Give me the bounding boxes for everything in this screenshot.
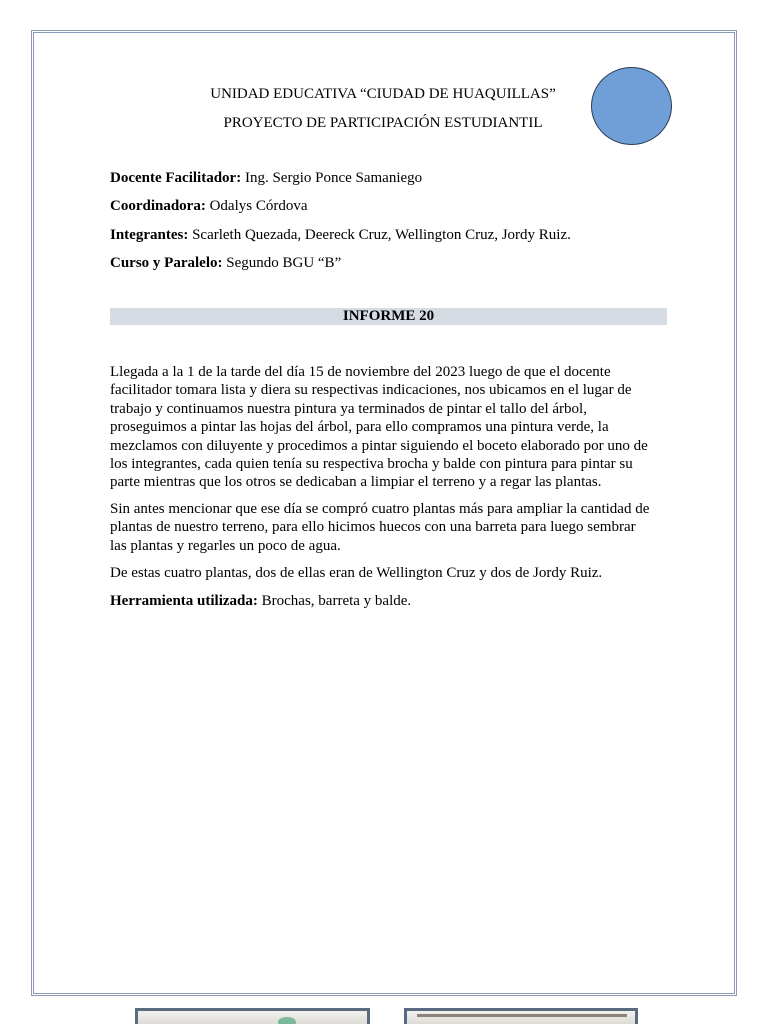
school-name: UNIDAD EDUCATIVA “CIUDAD DE HUAQUILLAS”: [210, 86, 556, 102]
teacher-value: Ing. Sergio Ponce Samaniego: [241, 170, 423, 186]
tools-line: [110, 592, 670, 610]
project-title: PROYECTO DE PARTICIPACIÓN ESTUDIANTIL: [223, 115, 543, 131]
coordinator-line: [110, 197, 308, 215]
paragraph-line: proseguimos a pintar las hojas del árbol, para ello compramos una pintura verde, la: [110, 419, 609, 436]
paragraph-3: De estas cuatro plantas, dos de ellas eran de Wellington Cruz y dos de Jordy Ruiz.: [110, 565, 603, 581]
paragraph-line: los integrantes, cada quien tenía su respectiva brocha y balde con pintura para pintar su: [110, 456, 633, 473]
paragraph-line: Llegada a la 1 de la tarde del día 15 de noviembre del 2023 luego de que el docente: [110, 364, 611, 380]
photo-detail: [417, 1014, 627, 1017]
photo-thumbnail-left: [135, 1008, 370, 1024]
paragraph-line: plantas de nuestro terreno, para ello hicimos huecos con una barreta para luego sembrar: [110, 519, 636, 536]
photo-detail: [278, 1017, 296, 1024]
report-title: INFORME 20: [110, 308, 667, 325]
course-line: [110, 254, 341, 272]
course-label: Curso y Paralelo:: [110, 255, 223, 271]
paragraph-line: trabajo y continuamos nuestra pintura ya terminados de pintar el tallo del árbol,: [110, 400, 587, 417]
paragraph-2: [110, 500, 670, 555]
coordinator-label: Coordinadora:: [110, 198, 206, 214]
paragraph-line: mezclamos con diluyente y procedimos a pintar siguiendo el boceto elaborado por uno de: [110, 437, 648, 454]
tools-label: Herramienta utilizada:: [110, 593, 258, 609]
paragraph-line: las plantas y regarles un poco de agua.: [110, 537, 341, 554]
course-value: Segundo BGU “B”: [222, 255, 342, 271]
members-value: Scarleth Quezada, Deereck Cruz, Wellington Cruz, Jordy Ruiz.: [188, 227, 571, 243]
paragraph-line: facilitador tomara lista y diera su respectivas indicaciones, nos ubicamos en el lugar de: [110, 382, 632, 399]
teacher-label: Docente Facilitador:: [110, 170, 242, 186]
members-label: Integrantes:: [110, 227, 189, 243]
paragraph-line: parte mientras que los otros se dedicaban a limpiar el terreno y a regar las plantas.: [110, 474, 602, 491]
photo-thumbnail-right: [404, 1008, 638, 1024]
members-line: [110, 226, 571, 244]
tools-value: Brochas, barreta y balde.: [257, 593, 412, 609]
logo-circle: [591, 67, 672, 145]
paragraph-line: Sin antes mencionar que ese día se compró cuatro plantas más para ampliar la cantidad de: [110, 501, 650, 517]
coordinator-value: Odalys Córdova: [205, 198, 308, 214]
teacher-line: [110, 169, 422, 187]
paragraph-1: [110, 363, 670, 492]
